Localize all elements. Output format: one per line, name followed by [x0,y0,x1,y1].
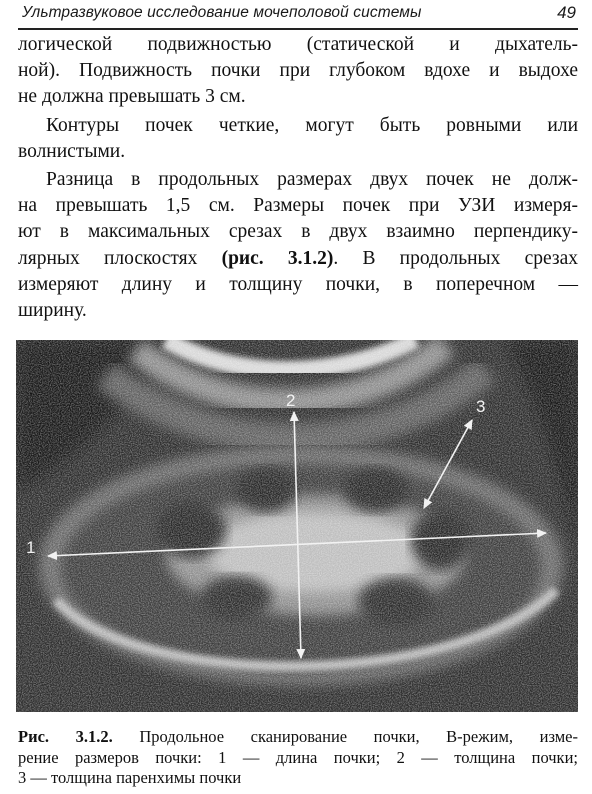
page-number: 49 [557,3,576,22]
text-line: измеряют длину и толщину почки, в поперечном — [18,273,578,295]
ultrasound-figure [16,340,578,712]
figure-reference[interactable]: (рис. 3.1.2) [221,247,334,269]
text-line: Контуры почек четкие, могут быть ровными или [46,114,578,136]
text-line: ширину. [18,300,87,322]
caption-text: Продольное сканирование почки, В-режим, изме- [112,727,578,746]
text-line: логической подвижностью (статической и дыхатель- [18,34,578,55]
caption-line: 3 — толщина паренхимы почки [18,768,242,787]
running-head-title: Ультразвуковое исследование мочеполовой системы [22,4,422,21]
text-fragment: лярных плоскостях [18,247,222,269]
marker-label-1: 1 [26,538,36,557]
caption-label: Рис. 3.1.2. [18,727,113,746]
body-text [18,32,578,324]
header-divider [18,28,578,30]
caption-line: рение размеров почки: 1 — длина почки; 2 — толщина почки; [18,747,578,767]
text-line: на превышать 1,5 см. Размеры почек при УЗИ измеря- [18,195,578,217]
caption-line [18,727,578,748]
page-header [0,0,592,30]
text-line: волнистыми. [18,140,126,162]
figure-caption [18,727,578,789]
text-line: не должна превышать 3 см. [18,86,246,108]
marker-label-2: 2 [286,391,296,410]
text-line: Разница в продольных размерах двух почек не долж- [46,169,578,191]
text-fragment: . В продольных срезах [333,247,578,269]
text-line: ной). Подвижность почки при глубоком вдохе и выдохе [18,60,578,82]
text-line-with-ref [18,246,578,272]
marker-label-3: 3 [476,397,486,416]
text-line: ют в максимальных срезах в двух взаимно перпендику- [18,221,578,243]
